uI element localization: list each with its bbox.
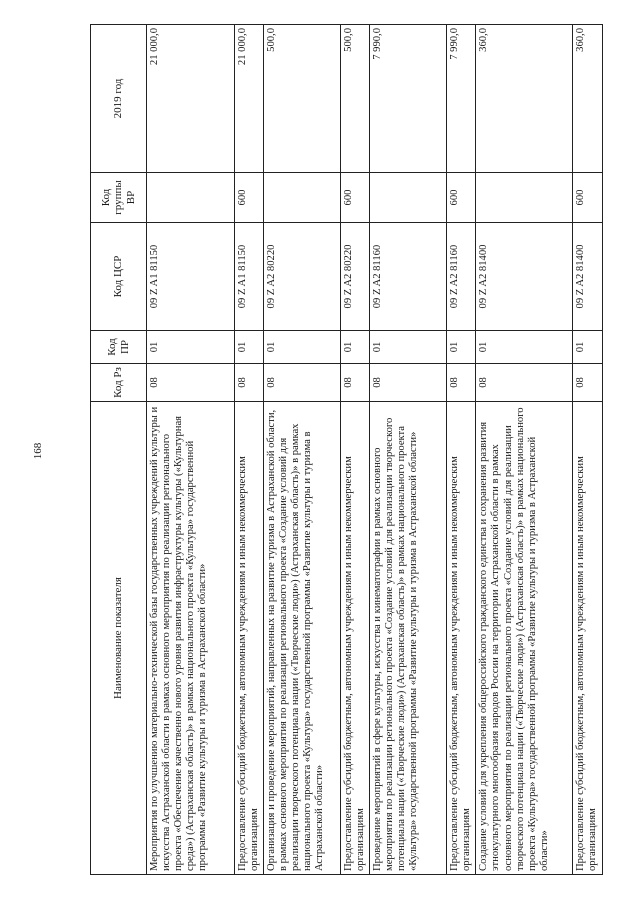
cell-pr: 01 [370,331,447,364]
header-year: 2019 год [91,25,147,173]
table-row [235,25,264,875]
budget-table [90,24,603,875]
cell-pr: 01 [447,331,476,364]
cell-rz: 08 [573,364,602,402]
cell-name: Предоставление субсидий бюджетным, автономным учреждениям и иным некоммерческим организациям [447,402,476,875]
cell-name: Предоставление субсидий бюджетным, автономным учреждениям и иным некоммерческим организациям [235,402,264,875]
cell-rz: 08 [264,364,341,402]
cell-pr: 01 [573,331,602,364]
cell-rz: 08 [147,364,235,402]
cell-csr: 09 Z A2 81160 [447,223,476,331]
table-row [370,25,447,875]
cell-csr: 09 Z A2 80220 [264,223,341,331]
table-row [573,25,602,875]
header-rz: Код Рз [91,364,147,402]
cell-name: Создание условий для укрепления общероссийского гражданского единства и сохранения развития этнокультурного многообразия народов России на территории Астраханской области в рамках основного мероприятия по реализации регионального проекта «Создание условий для реализации творческого потенциала нации («Творческие люди») (Астраханская область)» в рамках национального проекта «Культура» государственной программы «Развитие культуры и туризма в Астраханской области» [476,402,573,875]
cell-rz: 08 [341,364,370,402]
cell-year: 21 000,0 [235,25,264,173]
cell-pr: 01 [147,331,235,364]
cell-rz: 08 [447,364,476,402]
cell-vr [264,173,341,223]
cell-vr [476,173,573,223]
cell-year: 500,0 [341,25,370,173]
cell-pr: 01 [341,331,370,364]
cell-vr: 600 [573,173,602,223]
cell-name: Предоставление субсидий бюджетным, автономным учреждениям и иным некоммерческим организациям [573,402,602,875]
page-number: 168 [32,442,44,460]
cell-csr: 09 Z A2 81400 [573,223,602,331]
cell-csr: 09 Z A2 81400 [476,223,573,331]
header-csr: Код ЦСР [91,223,147,331]
table-row [264,25,341,875]
cell-year: 500,0 [264,25,341,173]
cell-csr: 09 Z A1 81150 [235,223,264,331]
cell-rz: 08 [235,364,264,402]
cell-vr [147,173,235,223]
table-row [341,25,370,875]
header-vr: Код группы ВР [91,173,147,223]
cell-year: 360,0 [476,25,573,173]
table-row [447,25,476,875]
cell-name: Проведение мероприятий в сфере культуры, искусства и кинематографии в рамках основного мероприятия по реализации регионального проекта «Создание условий для реализации творческого потенциала нации («Творческие люди») (Астраханская область)» в рамках национального проекта «Культура» государственной программы «Развитие культуры и туризма в Астраханской области» [370,402,447,875]
cell-year: 21 000,0 [147,25,235,173]
cell-pr: 01 [264,331,341,364]
table-header-row [91,25,147,875]
cell-vr [370,173,447,223]
cell-name: Предоставление субсидий бюджетным, автономным учреждениям и иным некоммерческим организациям [341,402,370,875]
cell-rz: 08 [476,364,573,402]
cell-pr: 01 [476,331,573,364]
cell-year: 360,0 [573,25,602,173]
cell-vr: 600 [447,173,476,223]
cell-name: Мероприятия по улучшению материально-технической базы государственных учреждений культуры и искусства Астраханской области в рамках основного мероприятия по реализации регионального проекта «Обеспечение качественно нового уровня развития инфраструктуры культуры («Культурная среда») (Астраханская область)» в рамках национального проекта «Культура» государственной программы «Развитие культуры и туризма в Астраханской области» [147,402,235,875]
cell-rz: 08 [370,364,447,402]
cell-year: 7 990,0 [370,25,447,173]
cell-year: 7 990,0 [447,25,476,173]
cell-name: Организация и проведение мероприятий, направленных на развитие туризма в Астраханской области, в рамках основного мероприятия по реализации регионального проекта «Создание условий для реализации творческого потенциала нации («Творческие люди») (Астраханская область)» в рамках национального проекта «Культура» государственной программы «Развитие культуры и туризма в Астраханской области» [264,402,341,875]
header-name: Наименование показателя [91,402,147,875]
table-row [476,25,573,875]
cell-vr: 600 [341,173,370,223]
cell-csr: 09 Z A2 80220 [341,223,370,331]
header-pr: Код ПР [91,331,147,364]
cell-pr: 01 [235,331,264,364]
table-row [147,25,235,875]
rotated-page [90,25,600,875]
cell-vr: 600 [235,173,264,223]
cell-csr: 09 Z A2 81160 [370,223,447,331]
cell-csr: 09 Z A1 81150 [147,223,235,331]
